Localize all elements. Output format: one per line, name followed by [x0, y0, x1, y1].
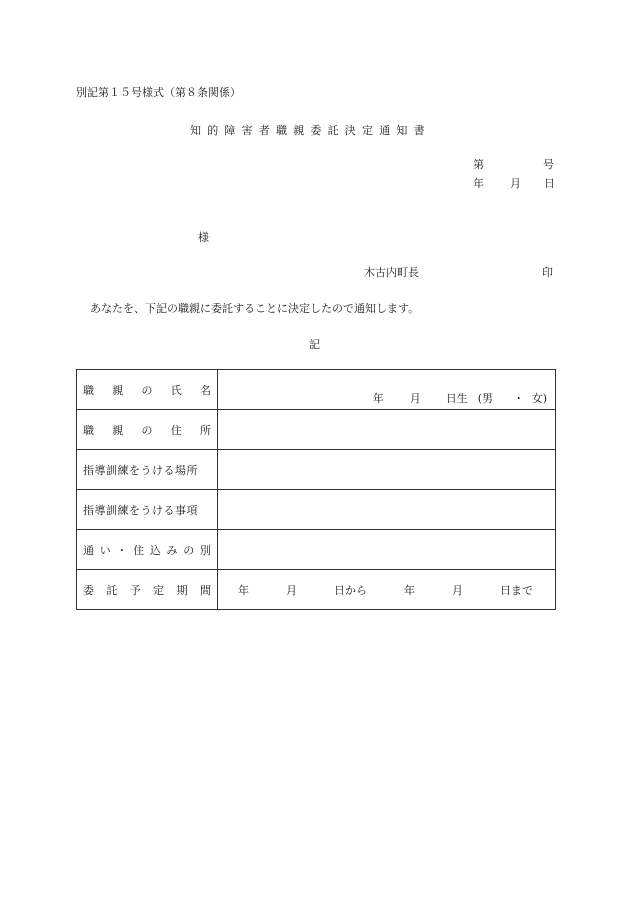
document-number-label: 第	[473, 158, 484, 171]
date-year-label: 年	[473, 177, 484, 190]
issuer-name: 木古内町長	[364, 266, 419, 279]
training-matters-field[interactable]	[218, 490, 556, 530]
sex-male-option: (男	[477, 392, 493, 405]
ki-label: 記	[309, 338, 320, 351]
sex-female-option: 女)	[531, 392, 547, 405]
document-title: 知的障害者職親委託決定通知書	[190, 124, 431, 137]
document-number-suffix: 号	[543, 158, 554, 171]
foster-address-label: 職 親 の 住 所	[77, 410, 218, 450]
foster-name-label: 職 親 の 氏 名	[77, 370, 218, 410]
period-end-year-label: 年	[404, 583, 415, 597]
table-row-foster-address	[77, 410, 556, 450]
notice-table	[76, 369, 556, 610]
birth-year-label: 年	[372, 392, 384, 405]
training-place-field[interactable]	[218, 450, 556, 490]
date-month-label: 月	[510, 177, 521, 190]
commission-period-field[interactable]	[218, 570, 556, 610]
birth-date-line	[373, 390, 547, 406]
addressee-honorific: 様	[198, 231, 209, 244]
table-row-foster-name	[77, 370, 556, 410]
period-line	[218, 570, 555, 609]
notice-body-text: あなたを、下記の職親に委託することに決定したので通知します。	[90, 302, 420, 315]
table-row-commission-period	[77, 570, 556, 610]
commission-period-label: 委 託 予 定 期 間	[77, 570, 218, 610]
seal-mark: 印	[542, 266, 553, 279]
training-matters-label: 指導訓練をうける事項	[77, 490, 218, 530]
period-start-month-label: 月	[286, 583, 297, 597]
table-row-training-place	[77, 450, 556, 490]
sex-separator: ・	[513, 392, 525, 405]
table-row-training-matters	[77, 490, 556, 530]
table-row-commute-or-live-in	[77, 530, 556, 570]
form-number-label: 別記第１５号様式（第８条関係）	[76, 86, 241, 99]
period-end-month-label: 月	[452, 583, 463, 597]
training-place-label: 指導訓練をうける場所	[77, 450, 218, 490]
period-end-day-label: 日まで	[500, 583, 533, 597]
foster-name-field[interactable]	[218, 370, 556, 410]
commute-or-live-in-label: 通 い ・ 住 込 み の 別	[77, 530, 218, 570]
date-day-label: 日	[544, 177, 555, 190]
period-start-year-label: 年	[238, 583, 249, 597]
commute-or-live-in-field[interactable]	[218, 530, 556, 570]
birth-day-label: 日生	[445, 392, 468, 405]
foster-address-field[interactable]	[218, 410, 556, 450]
period-start-day-label: 日から	[334, 583, 367, 597]
birth-month-label: 月	[409, 392, 421, 405]
